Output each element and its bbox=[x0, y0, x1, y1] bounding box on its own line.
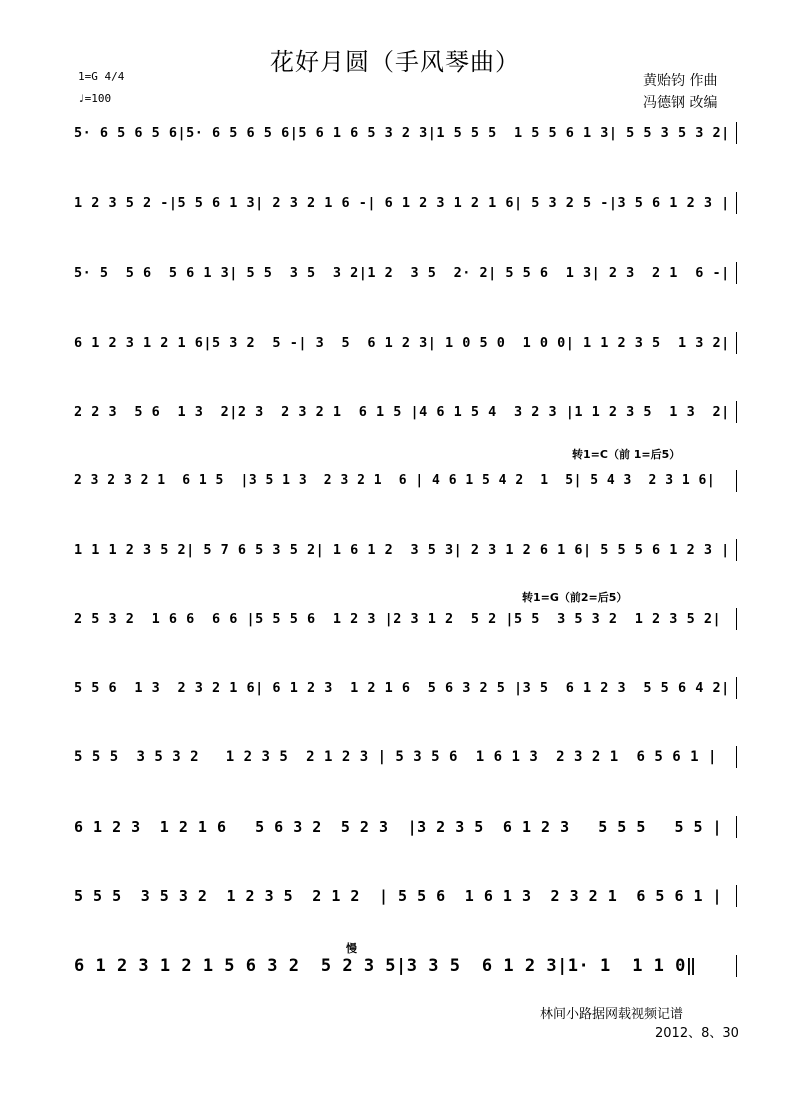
arranger-credit: 冯德钢 改编 bbox=[643, 95, 718, 111]
score-line: 2 5 3 2 1 6 6 6 6 |5 5 5 6 1 2 3 |2 3 1 2 5 2 |5 5 3 5 3 2 1 2 3 5 2| bbox=[74, 608, 737, 630]
score-line: 6 1 2 3 1 2 1 5 6 3 2 5 2 3 5|3 3 5 6 1 2 3|1· 1 1 1 0‖ bbox=[74, 955, 737, 977]
score-line: 1 1 1 2 3 5 2| 5 7 6 5 3 5 2| 1 6 1 2 3 5 3| 2 3 1 2 6 1 6| 5 5 5 6 1 2 3 | bbox=[74, 539, 737, 561]
score-line: 5· 6 5 6 5 6|5· 6 5 6 5 6|5 6 1 6 5 3 2 3|1 5 5 5 1 5 5 6 1 3| 5 5 3 5 3 2| bbox=[74, 122, 737, 144]
score-line: 6 1 2 3 1 2 1 6|5 3 2 5 -| 3 5 6 1 2 3| 1 0 5 0 1 0 0| 1 1 2 3 5 1 3 2| bbox=[74, 332, 737, 354]
score-line: 5· 5 5 6 5 6 1 3| 5 5 3 5 3 2|1 2 3 5 2· 2| 5 5 6 1 3| 2 3 2 1 6 -| bbox=[74, 262, 737, 284]
score-line: 5 5 6 1 3 2 3 2 1 6| 6 1 2 3 1 2 1 6 5 6 3 2 5 |3 5 6 1 2 3 5 5 6 4 2| bbox=[74, 677, 737, 699]
score-line: 2 2 3 5 6 1 3 2|2 3 2 3 2 1 6 1 5 |4 6 1 5 4 3 2 3 |1 1 2 3 5 1 3 2| bbox=[74, 401, 737, 423]
tempo-marking: ♩=100 bbox=[78, 92, 112, 105]
tempo-change-note: 慢 bbox=[346, 942, 357, 955]
modulation-note: 转1=C（前 1=后5） bbox=[572, 448, 681, 461]
score-line: 2 3 2 3 2 1 6 1 5 |3 5 1 3 2 3 2 1 6 | 4 6 1 5 4 2 1 5| 5 4 3 2 3 1 6| bbox=[74, 470, 737, 492]
date-note: 2012、8、30 bbox=[655, 1026, 739, 1041]
source-note: 林间小路据网载视频记谱 bbox=[540, 1007, 684, 1022]
score-line: 5 5 5 3 5 3 2 1 2 3 5 2 1 2 3 | 5 3 5 6 1 6 1 3 2 3 2 1 6 5 6 1 | bbox=[74, 746, 737, 768]
score-line: 5 5 5 3 5 3 2 1 2 3 5 2 1 2 | 5 5 6 1 6 1 3 2 3 2 1 6 5 6 1 | bbox=[74, 885, 737, 907]
modulation-note: 转1=G（前2=后5） bbox=[522, 591, 628, 604]
page-title: 花好月圆（手风琴曲） bbox=[270, 48, 520, 76]
key-signature: 1=G 4/4 bbox=[78, 70, 125, 83]
composer-credit: 黄贻钧 作曲 bbox=[643, 73, 718, 89]
score-line: 6 1 2 3 1 2 1 6 5 6 3 2 5 2 3 |3 2 3 5 6 1 2 3 5 5 5 5 5 | bbox=[74, 816, 737, 838]
score-line: 1 2 3 5 2 -|5 5 6 1 3| 2 3 2 1 6 -| 6 1 2 3 1 2 1 6| 5 3 2 5 -|3 5 6 1 2 3 | bbox=[74, 192, 737, 214]
